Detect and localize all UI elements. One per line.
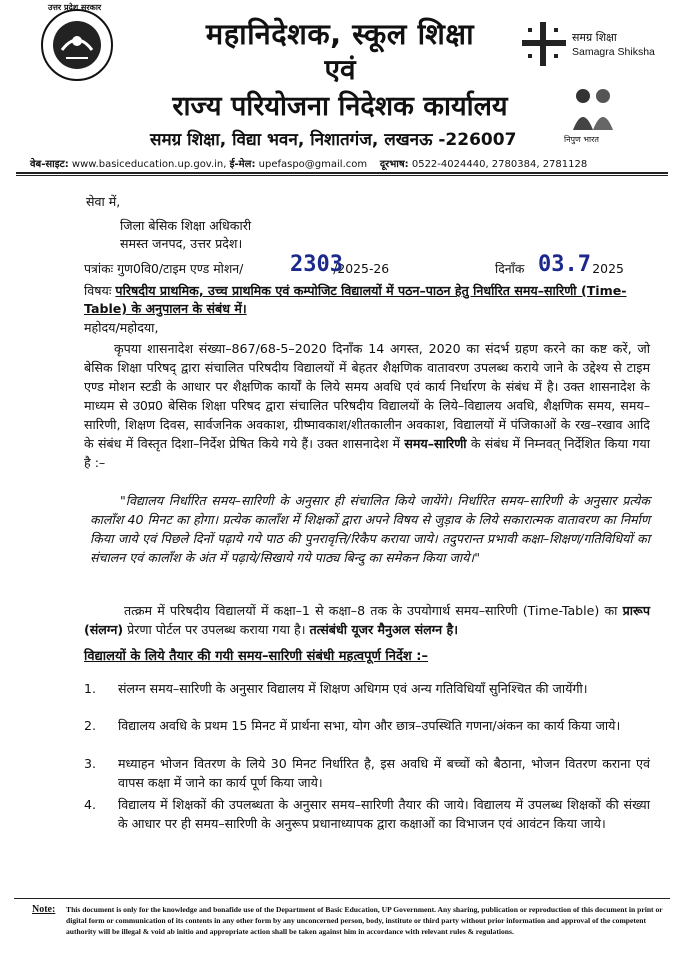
recipient-sewa: सेवा में,: [86, 194, 121, 209]
header-title-line2: एवं: [324, 53, 356, 86]
date-label: दिनाँक: [495, 261, 525, 276]
patrank-suffix: /2025-26: [333, 261, 390, 276]
footer-note: This document is only for the knowledge and bonafide use of the Department of Basic Education, UP Government. Any sharing, publication or reproduction of this document in print or digital form or communication of its contents in any other form by any unconcerned person, body, institute or third party without prior information and approval of the competent authority will be illegal & void ab initio and appropriate action shall be taken against him in accordance with relevant rules & regulations.: [66, 905, 663, 936]
para2-text-b: प्रेरणा पोर्टल पर उपलब्ध कराया गया है।: [123, 622, 310, 637]
item-number: 4.: [84, 797, 97, 812]
para2-text-a: तत्क्रम में परिषदीय विद्यालयों में कक्षा–1 से कक्षा–8 तक के उपयोगार्थ समय–सारिणी (Time-Table) का: [124, 603, 623, 618]
item-number: 1.: [84, 681, 97, 696]
email-label: ई-मेल:: [229, 159, 256, 170]
subject-label: विषयः: [84, 283, 112, 298]
email-link[interactable]: upefaspo@gmail.com: [258, 159, 368, 170]
instructions-heading: विद्यालयों के लिये तैयार की गयी समय–सारिणी संबंधी महत्वपूर्ण निर्देश :–: [84, 649, 428, 664]
samagra-hindi: समग्र शिक्षा: [572, 31, 617, 44]
recipient-line2: समस्त जनपद, उत्तर प्रदेश।: [120, 236, 243, 251]
patrank-label: पत्रांकः: [84, 261, 114, 276]
date-handwritten: 03.7: [538, 252, 591, 277]
recipient-line1: जिला बेसिक शिक्षा अधिकारी: [120, 218, 252, 233]
patrank-handwritten: 2303: [290, 252, 343, 277]
contact-line: [30, 156, 670, 170]
footer-divider: [14, 898, 670, 899]
phone-numbers: 0522-4024440, 2780384, 2781128: [411, 159, 588, 170]
item-number: 3.: [84, 756, 97, 771]
letter-number: [84, 260, 389, 277]
header-address: समग्र शिक्षा, विद्या भवन, निशातगंज, लखनऊ -226007: [150, 130, 517, 150]
website-label: वेब-साइट:: [30, 159, 69, 170]
subject: [84, 282, 644, 318]
header-title-line3: राज्य परियोजना निदेशक कार्यालय: [172, 91, 508, 122]
item-number: 2.: [84, 718, 97, 733]
paragraph-1: [84, 339, 650, 472]
header-divider-thin: [16, 175, 668, 176]
item-text: विद्यालय अवधि के प्रथम 15 मिनट में प्रार्थना सभा, योग और छात्र–उपस्थिति गणना/अंकन का कार्य किया जाये।: [118, 718, 621, 733]
para1-bold: समय–सारिणी: [404, 436, 467, 451]
header-title-line1: महानिदेशक, स्कूल शिक्षा: [205, 17, 475, 51]
nipun-text: निपुण भारत: [564, 135, 599, 144]
quoted-order: "विद्यालय निर्धारित समय–सारिणी के अनुसार ही संचालित किये जायेंगे। निर्धारित समय–सारिणी के अनुसार प्रत्येक कालाँश 40 मिनट का होगा। प्रत्येक कालाँश में शिक्षकों द्वारा अपने विषय से जुड़ाव के लिये सकारात्मक वातावरण का निर्माण किया जाये एवं पिछले दिनों पढ़ाये गये पाठ की पुनरावृत्ति/रिकैप कराया जाये। तदुपरान्त प्रभावी कक्षा–शिक्षण/गतिविधियों का संचालन एवं कालाँश के अंत में पढ़ाये/सिखाये गये पाठ्य बिन्दु का समेकन किया जाये।": [90, 493, 650, 565]
header-divider: [16, 172, 668, 174]
samagra-english: Samagra Shiksha: [572, 46, 655, 58]
seal-text: उत्तर प्रदेश सरकार: [48, 3, 102, 12]
footer-note-label: Note:: [32, 904, 56, 915]
subject-text: परिषदीय प्राथमिक, उच्च प्राथमिक एवं कम्पोजिट विद्यालयों में पठन–पाठन हेतु निर्धारित समय–सारिणी (Time-Table) के अनुपालन के संबंध में।: [84, 283, 627, 316]
patrank-prefix: गुण0वि0/टाइम एण्ड मोशन/: [117, 261, 244, 276]
website-link[interactable]: www.basiceducation.up.gov.in,: [71, 159, 227, 170]
paragraph-2: [84, 601, 650, 639]
item-text: विद्यालय में शिक्षकों की उपलब्धता के अनुसार समय–सारिणी तैयार की जाये। विद्यालय में उपलब्ध शिक्षकों की संख्या के आधार पर ही समय–सारिणी के अनुरूप प्रधानाध्यापक द्वारा कक्षाओं का विभाजन एवं आवंटन किया जाये।: [118, 797, 650, 831]
item-text: मध्याहन भोजन वितरण के लिये 30 मिनट निर्धारित है, इस अवधि में बच्चों को बैठाना, भोजन वितरण कराना एवं वापस कक्षा में जाने का कार्य पूर्ण किया जाये।: [118, 756, 650, 790]
para2-bold-2: तत्संबंधी यूजर मैनुअल संलग्न है।: [309, 622, 459, 637]
para1-text-a: कृपया शासनादेश संख्या–867/68-5–2020 दिनाँक 14 अगस्त, 2020 का संदर्भ ग्रहण करने का कष्ट करें, जो बेसिक शिक्षा परिषद् द्वारा संचालित परिषदीय विद्यालयों में बेहतर शैक्षणिक वातावरण उपलब्ध कराये जाने के उद्देश्य से टाइम एण्ड मोशन स्टडी के आधार पर शैक्षणिक कार्यों के लिये समय अवधि एवं कार्य निर्धारण के संबंध में है। उक्त शासनादेश के माध्यम से उ0प्र0 बेसिक शिक्षा परिषद द्वारा संचालित परिषदीय विद्यालयों के लिये–विद्यालय अवधि, शैक्षणिक समय, समय–सारिणी, शिक्षण दिवस, सार्वजनिक अवकाश, ग्रीष्मावकाश/शीतकालीन अवकाश, विद्यालयों में पंजिकाओं के रख–रखाव आदि के संबंध में विस्तृत दिशा–निर्देश प्रेषित किये गये हैं। उक्त शासनादेश में: [84, 341, 650, 451]
phone-label: दूरभाष:: [379, 159, 409, 170]
para1-text-b: के संबंध में निम्नवत् निर्देशित किया गया है :–: [84, 436, 650, 470]
date-year: 2025: [592, 261, 624, 276]
para2-bold-1: प्रारूप (संलग्न): [84, 603, 650, 637]
item-text: संलग्न समय–सारिणी के अनुसार विद्यालय में शिक्षण अधिगम एवं अन्य गतिविधियाँ सुनिश्चित की जायेंगी।: [118, 681, 588, 696]
salutation: महोदय/महोदया,: [84, 320, 159, 335]
